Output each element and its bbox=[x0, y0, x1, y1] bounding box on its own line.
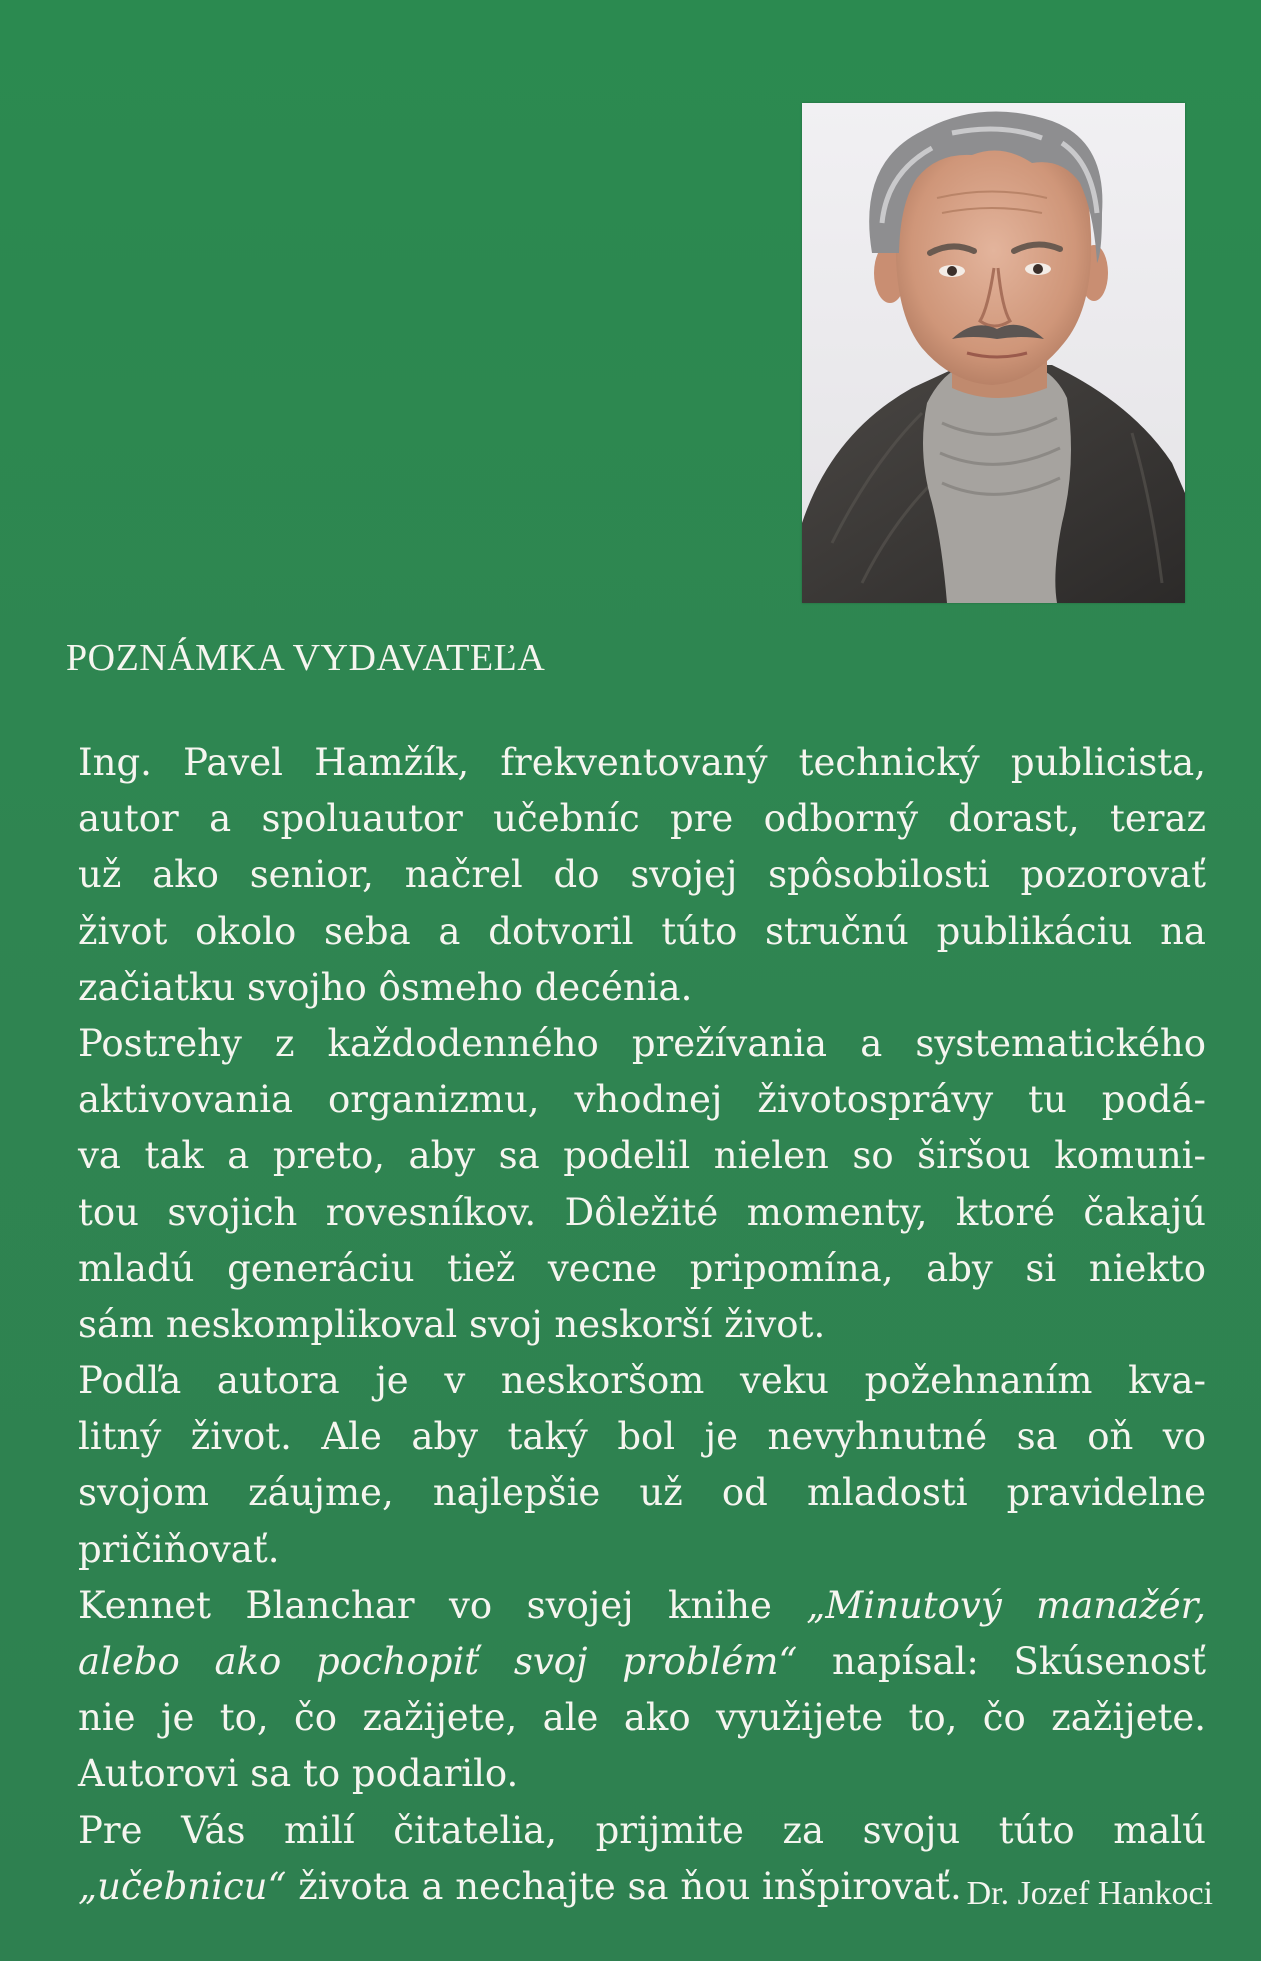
text-line: pričiňovať. bbox=[78, 1527, 280, 1571]
text-line bbox=[78, 1634, 1206, 1690]
text-line: už ako senior, načrel do svojej spôsobilosti pozorovať bbox=[78, 853, 1206, 897]
text-line: tou svojich rovesníkov. Dôležité momenty, ktoré čakajú bbox=[78, 1190, 1206, 1234]
text-line: autor a spoluautor učebníc pre odborný dorast, teraz bbox=[78, 797, 1206, 841]
italic-word: „učebnicu“ bbox=[78, 1864, 287, 1908]
text-line: Pre Vás milí čitatelia, prijmite za svoju túto malú bbox=[78, 1808, 1206, 1852]
text-line: mladú generáciu tiež vecne pripomína, aby si niekto bbox=[78, 1246, 1206, 1290]
book-title-italic: „Minutový manažér, bbox=[806, 1583, 1206, 1627]
text-line: Postrehy z každodenného prežívania a systematického bbox=[78, 1021, 1206, 1065]
book-title-italic: alebo ako pochopiť svoj problém“ bbox=[78, 1640, 798, 1683]
portrait-illustration bbox=[802, 103, 1185, 603]
text-run: napísal: Skúsenosť bbox=[797, 1640, 1206, 1683]
text-line: život okolo seba a dotvoril túto stručnú publikáciu na bbox=[78, 909, 1206, 953]
text-line bbox=[78, 1578, 1206, 1634]
text-line: va tak a preto, aby sa podelil nielen so širšou komuni- bbox=[78, 1134, 1206, 1178]
text-line: Podľa autora je v neskoršom veku požehnaním kva- bbox=[78, 1359, 1206, 1403]
text-line: aktivovania organizmu, vhodnej životosprávy tu podá- bbox=[78, 1078, 1206, 1122]
text-line: svojom záujme, najlepšie už od mladosti pravidelne bbox=[78, 1471, 1206, 1515]
publisher-note-heading: POZNÁMKA VYDAVATEĽA bbox=[66, 637, 546, 679]
publisher-note-body bbox=[78, 735, 1206, 1915]
author-portrait-photo bbox=[802, 103, 1185, 603]
text-run: Kennet Blanchar vo svojej knihe bbox=[78, 1583, 807, 1627]
text-line: litný život. Ale aby taký bol je nevyhnutné sa oň vo bbox=[78, 1415, 1206, 1459]
text-line: Ing. Pavel Hamžík, frekventovaný technický publicista, bbox=[78, 741, 1206, 784]
text-run: života a nechajte sa ňou inšpirovať. bbox=[286, 1864, 962, 1908]
text-line: začiatku svojho ôsmeho decénia. bbox=[78, 965, 693, 1009]
text-line: nie je to, čo zažijete, ale ako využijete to, čo zažijete. bbox=[78, 1696, 1206, 1740]
text-line: sám neskomplikoval svoj neskorší život. bbox=[78, 1302, 826, 1346]
text-line: Autorovi sa to podarilo. bbox=[78, 1752, 519, 1796]
signature: Dr. Jozef Hankoci bbox=[966, 1875, 1213, 1912]
